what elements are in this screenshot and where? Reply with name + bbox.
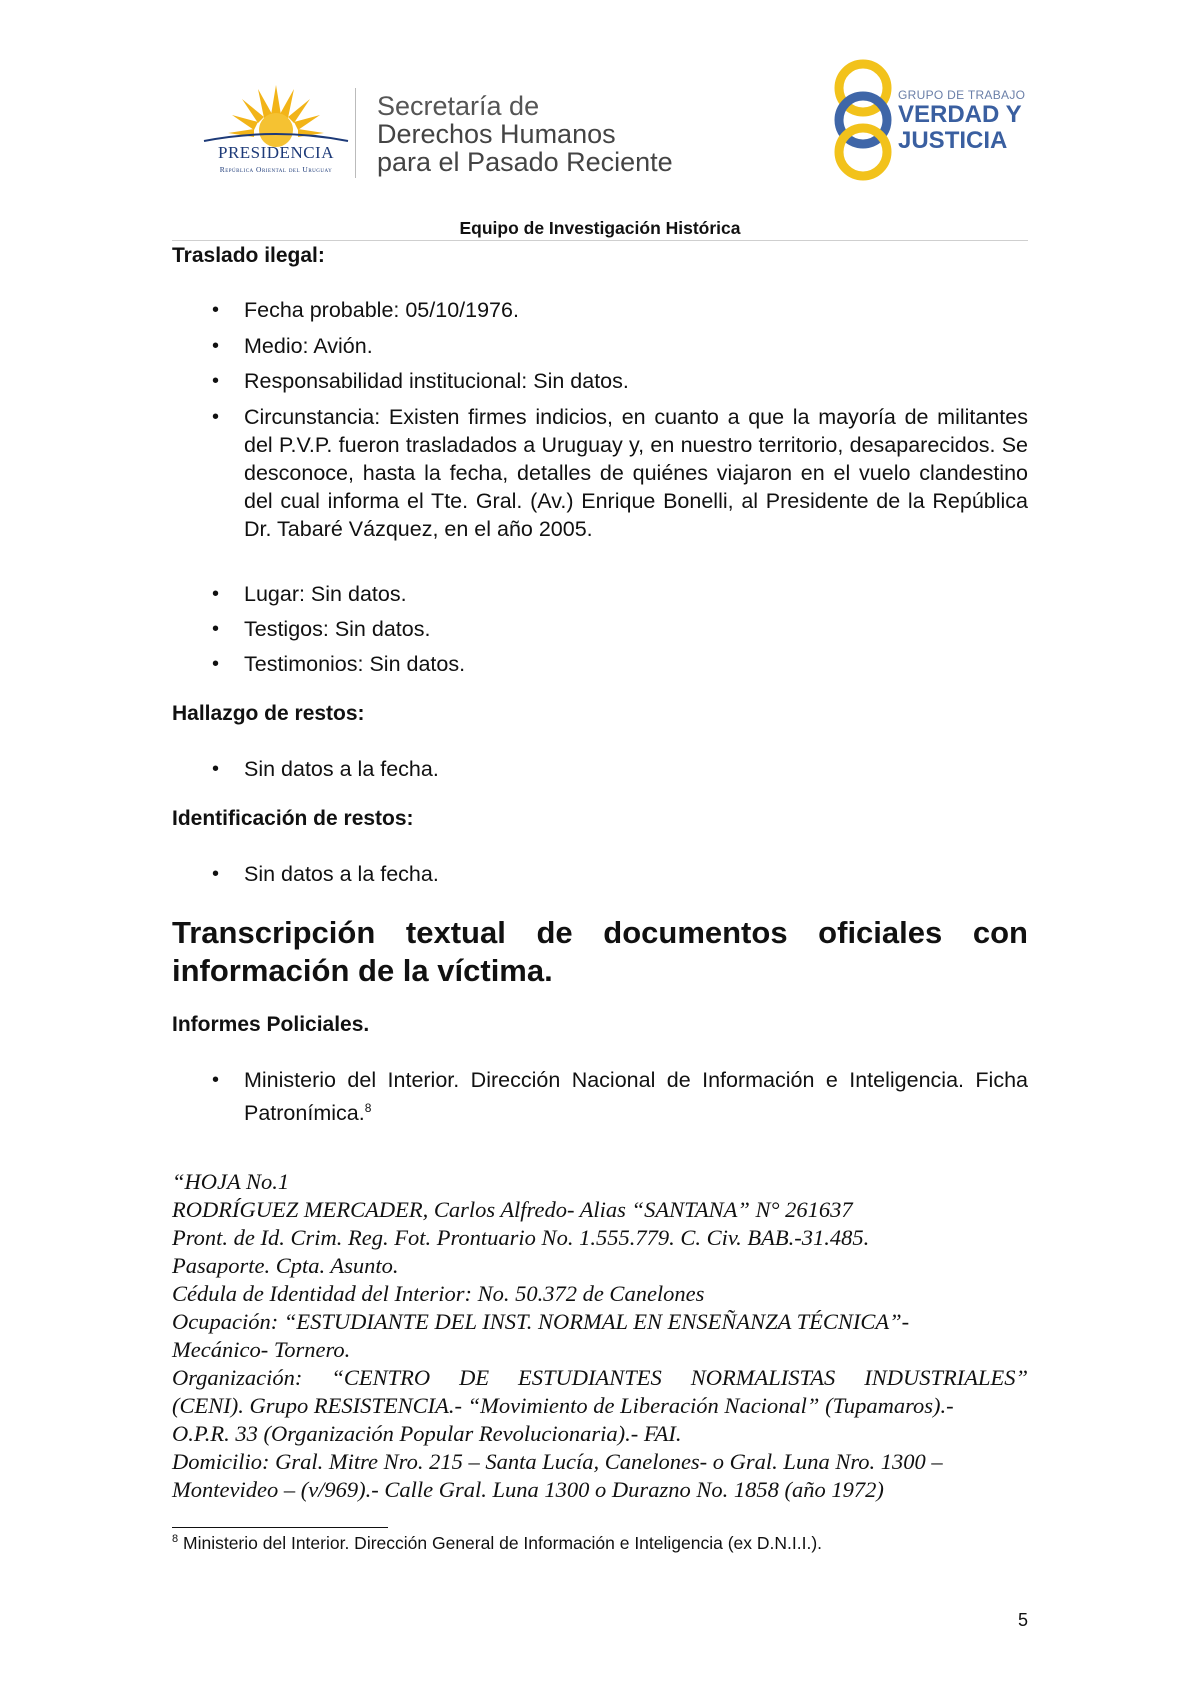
header-equipo-title: Equipo de Investigación Histórica — [459, 218, 741, 238]
bullet-icon: • — [212, 863, 220, 885]
footnote — [172, 1533, 822, 1554]
grupo-trabajo-line-1: GRUPO DE TRABAJO — [898, 88, 1026, 102]
ministerio-text: Ministerio del Interior. Dirección Nacional de Información e Inteligencia. Ficha Patronímica. — [244, 1068, 1028, 1126]
header-divider — [355, 88, 356, 178]
footnote-ref: 8 — [364, 1101, 372, 1115]
ficha-line: “HOJA No.1 — [172, 1169, 290, 1194]
secretaria-logo-text — [377, 92, 673, 176]
bullet-icon: • — [212, 335, 220, 357]
ficha-line: (CENI). Grupo RESISTENCIA.- “Movimiento de Liberación Nacional” (Tupamaros).- — [172, 1393, 954, 1418]
list-item-text: Circunstancia: Existen firmes indicios, en cuanto a que la mayoría de militantes del P.V.P. fueron trasladados a Uruguay y, en nuestro territorio, desaparecidos. Se desconoce, hasta la fecha, detalles de quiénes viajaron en el vuelo clandestino del cual informa el Tte. Gral. (Av.) Enrique Bonelli, al Presidente de la República Dr. Tabaré Vázquez, en el año 2005. — [244, 405, 1028, 541]
footnote-rule — [172, 1527, 388, 1528]
secretaria-line-3: para el Pasado Reciente — [377, 147, 673, 177]
ficha-line: Organización: “CENTRO DE ESTUDIANTES NORMALISTAS INDUSTRIALES” — [172, 1365, 1028, 1390]
presidencia-subtitle: República Oriental del Uruguay — [219, 165, 333, 174]
list-item-text: Responsabilidad institucional: Sin datos. — [244, 369, 629, 393]
traslado-heading: Traslado ilegal: — [172, 244, 325, 267]
list-item-text: Sin datos a la fecha. — [244, 757, 439, 781]
ficha-line: Montevideo – (v/969).- Calle Gral. Luna 1300 o Durazno No. 1858 (año 1972) — [172, 1477, 884, 1502]
ficha-line: O.P.R. 33 (Organización Popular Revolucionaria).- FAI. — [172, 1421, 682, 1446]
bullet-icon: • — [212, 583, 220, 605]
bullet-icon: • — [212, 370, 220, 392]
list-item-text: Testimonios: Sin datos. — [244, 652, 466, 676]
page-number: 5 — [1018, 1610, 1029, 1630]
bullet-icon: • — [212, 1069, 220, 1091]
list-item-text: Medio: Avión. — [244, 334, 373, 358]
ficha-line: Pasaporte. Cpta. Asunto. — [172, 1253, 399, 1278]
list-item-text: Lugar: Sin datos. — [244, 582, 407, 606]
transcripcion-title-line-1: Transcripción textual de documentos oficiales con — [172, 915, 1028, 950]
ficha-line: Pront. de Id. Crim. Reg. Fot. Prontuario No. 1.555.779. C. Civ. BAB.-31.485. — [172, 1225, 870, 1250]
grupo-trabajo-text — [898, 88, 1025, 154]
header-rule — [172, 240, 1028, 241]
list-item-text: Sin datos a la fecha. — [244, 862, 439, 886]
list-item-text: Testigos: Sin datos. — [244, 617, 431, 641]
page-header — [0, 0, 1191, 238]
footnote-number: 8 — [172, 1533, 179, 1546]
bullet-icon: • — [212, 406, 220, 428]
secretaria-line-2: Derechos Humanos — [377, 119, 616, 149]
grupo-trabajo-line-3: JUSTICIA — [898, 127, 1008, 154]
transcripcion-title — [172, 914, 1028, 990]
informes-heading: Informes Policiales. — [172, 1013, 370, 1036]
secretaria-line-1: Secretaría de — [377, 91, 540, 121]
bullet-icon: • — [212, 618, 220, 640]
ficha-line: Ocupación: “ESTUDIANTE DEL INST. NORMAL EN ENSEÑANZA TÉCNICA”- — [172, 1309, 910, 1334]
ficha-line: RODRÍGUEZ MERCADER, Carlos Alfredo- Alias “SANTANA” N° 261637 — [172, 1197, 853, 1222]
ficha-transcription — [172, 1168, 1028, 1504]
ficha-line: Cédula de Identidad del Interior: No. 50.372 de Canelones — [172, 1281, 705, 1306]
ficha-line: Domicilio: Gral. Mitre Nro. 215 – Santa Lucía, Canelones- o Gral. Luna Nro. 1300 – — [172, 1449, 943, 1474]
transcripcion-title-line-2: información de la víctima. — [172, 953, 553, 988]
presidencia-name: PRESIDENCIA — [217, 143, 334, 162]
list-item-text — [244, 1066, 1028, 1127]
bullet-icon: • — [212, 653, 220, 675]
grupo-trabajo-line-2: VERDAD Y — [898, 101, 1022, 128]
grupo-trabajo-rings-logo — [822, 58, 904, 182]
bullet-icon: • — [212, 758, 220, 780]
hallazgo-heading: Hallazgo de restos: — [172, 702, 365, 725]
footnote-text: Ministerio del Interior. Dirección General de Información e Inteligencia (ex D.N.I.I.). — [183, 1533, 823, 1553]
list-item-text: Fecha probable: 05/10/1976. — [244, 298, 519, 322]
identificacion-heading: Identificación de restos: — [172, 807, 414, 830]
ficha-line: Mecánico- Tornero. — [172, 1337, 351, 1362]
bullet-icon: • — [212, 299, 220, 321]
